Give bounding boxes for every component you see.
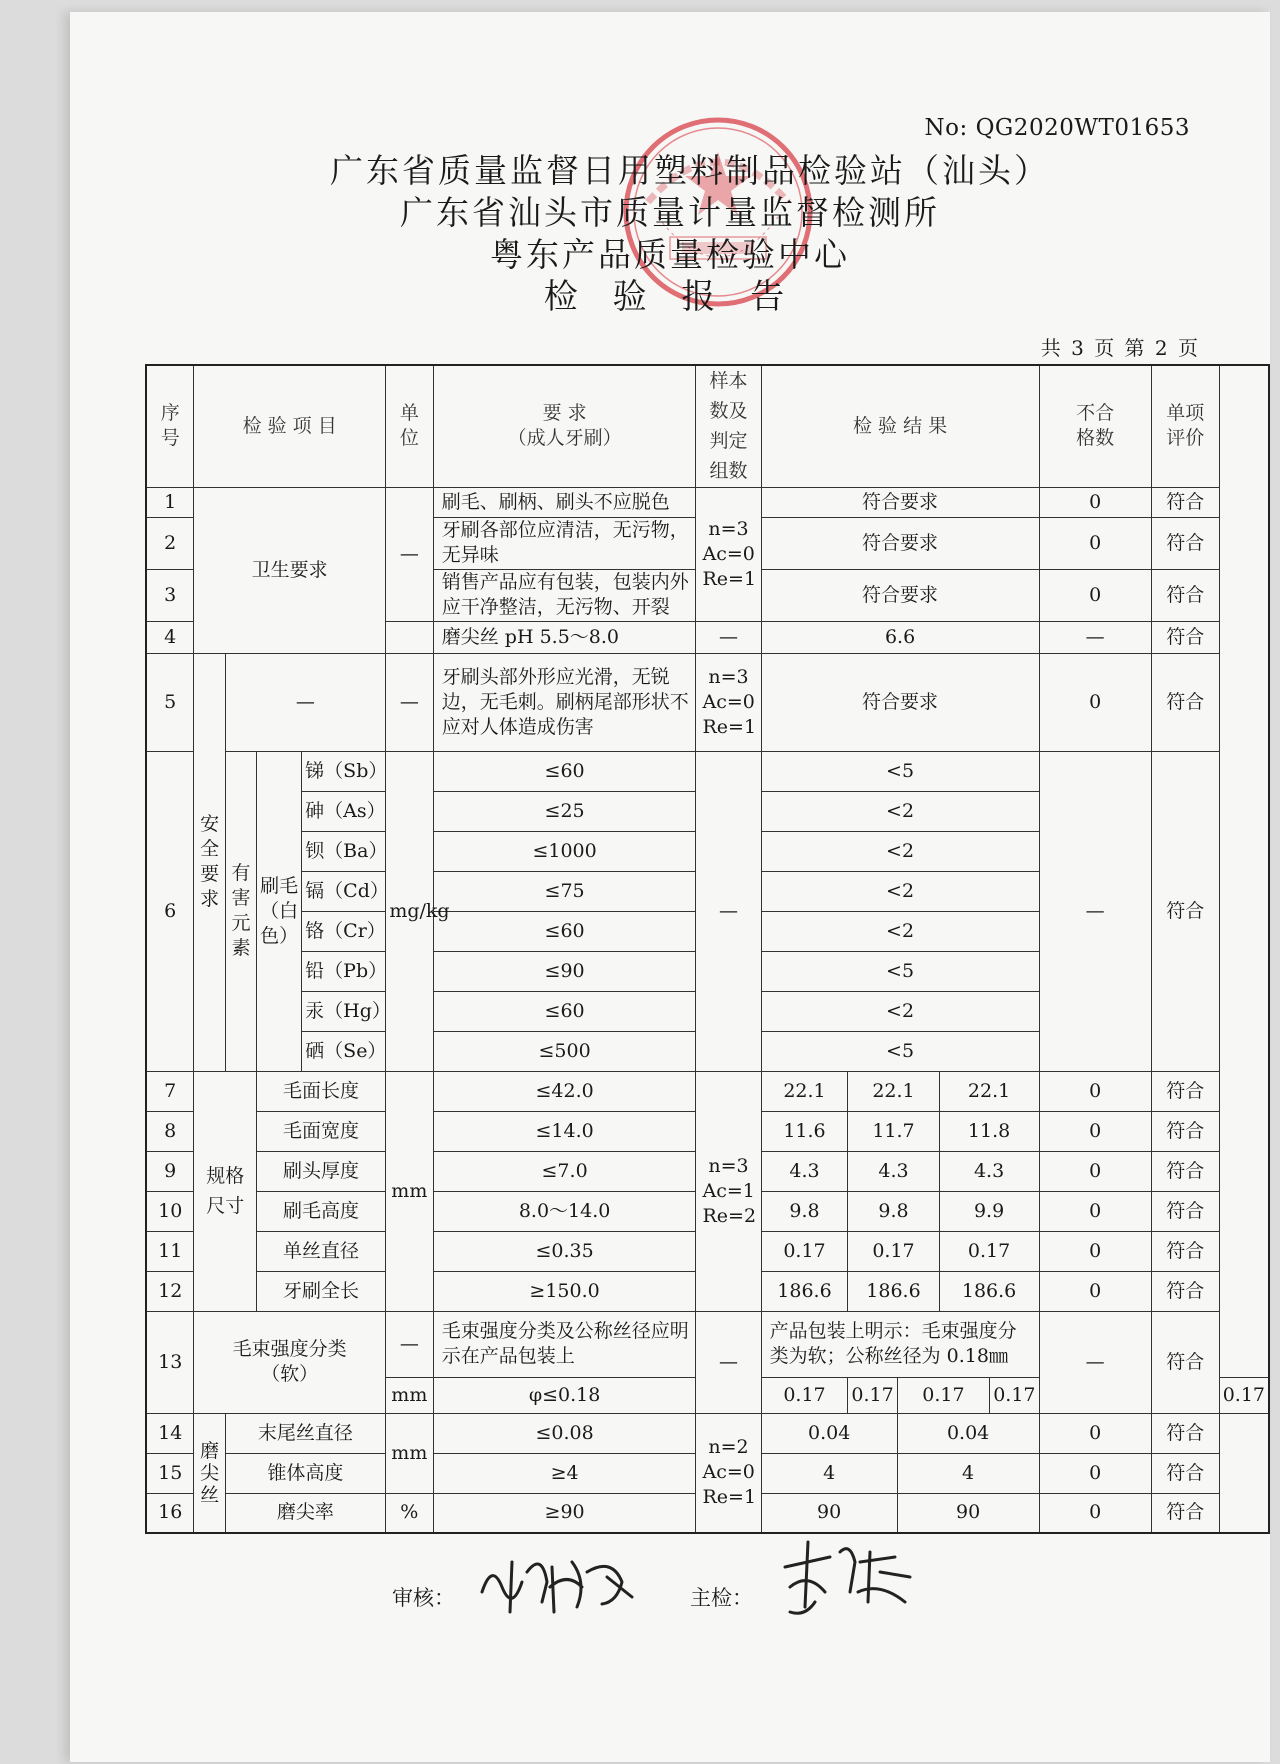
row-unit: — [385,653,433,751]
row13-result-b: 0.17 [848,1377,897,1413]
row-fail: 0 [1039,1191,1151,1231]
row13-result-b: 0.17 [761,1377,848,1413]
row-eval: 符合 [1151,1453,1219,1493]
row-fail: 0 [1039,1111,1151,1151]
table-row [146,751,1269,791]
table-header-row [146,365,1269,487]
inspector-signature-icon [770,1532,920,1622]
element-req: ≤60 [433,911,696,951]
title-report: 检 验 报 告 [543,277,797,317]
header-sample-text: 样本数及判定组数 [709,370,748,483]
taper-sample [696,1413,761,1533]
row13-result-a: 产品包装上明示：毛束强度分类为软；公称丝径为 0.18㎜ [761,1311,1039,1377]
row-item: 刷头厚度 [257,1151,386,1191]
row-result: 符合要求 [761,569,1039,621]
row-no: 2 [146,517,194,569]
row-fail: 0 [1039,517,1151,569]
inspection-table-wrap [145,364,1270,1534]
table-row [146,653,1269,751]
row-result: 6.6 [761,621,1039,653]
hygiene-unit: — [385,487,433,621]
row6-sample: — [696,751,761,1071]
row-no: 3 [146,569,194,621]
row-eval: 符合 [1151,1493,1219,1533]
result-1: 9.8 [761,1191,848,1231]
header-seq [146,365,194,487]
row13-result-b: 0.17 [897,1377,990,1413]
row6-unit-text: mg/kg [389,899,450,922]
row6-sub2-text: 刷毛（白色） [260,874,299,947]
row-no: 8 [146,1111,194,1151]
row-fail: 0 [1039,1413,1151,1453]
document-number [925,115,1190,141]
spec-sample-text: n=3 Ac=1 Re=2 [702,1154,757,1227]
result-2: 0.17 [848,1231,939,1271]
row-eval: 符合 [1151,1071,1219,1111]
row-no: 9 [146,1151,194,1191]
header-eval-text: 单项评价 [1166,402,1205,450]
header-unit [385,365,433,487]
row13-eval: 符合 [1151,1311,1219,1413]
hygiene-group: 卫生要求 [194,487,385,653]
row-fail: 0 [1039,1271,1151,1311]
result-2: 22.1 [848,1071,939,1111]
result-3: 11.8 [939,1111,1039,1151]
report-page [70,12,1270,1762]
result-3: 22.1 [939,1071,1039,1111]
result-1: 90 [761,1493,897,1533]
table-row [146,1413,1269,1453]
result-1: 186.6 [761,1271,848,1311]
row-item: 末尾丝直径 [225,1413,385,1453]
result-1: 4.3 [761,1151,848,1191]
result-1: 0.04 [761,1413,897,1453]
row-fail: — [1039,621,1151,653]
element-name: 硒（Se） [302,1031,386,1071]
result-2: 90 [897,1493,1039,1533]
row-item: 刷毛高度 [257,1191,386,1231]
element-name: 铅（Pb） [302,951,386,991]
row13-req-a: 毛束强度分类及公称丝径应明示在产品包装上 [433,1311,696,1377]
element-req: ≤500 [433,1031,696,1071]
report-titles [70,150,1270,318]
row13-req-b: φ≤0.18 [433,1377,696,1413]
row-req: 牙刷头部外形应光滑，无锐边，无毛刺。刷柄尾部形状不应对人体造成伤害 [433,653,696,751]
spec-group-text: 规格尺寸 [206,1165,245,1217]
spec-sample [696,1071,761,1311]
row-sample: — [696,621,761,653]
row-fail: 0 [1039,1151,1151,1191]
row-req: ≥4 [433,1453,696,1493]
row-no: 13 [146,1311,194,1413]
row-no: 6 [146,751,194,1071]
title-station: 广东省质量监督日用塑料制品检验站（汕头） [330,151,1050,190]
header-fail-text: 不合格数 [1076,402,1115,450]
row-eval: 符合 [1151,487,1219,517]
row13-item [194,1311,385,1413]
element-name: 钡（Ba） [302,831,386,871]
hygiene-sample-text: n=3 Ac=0 Re=1 [702,517,757,590]
row-fail: 0 [1039,653,1151,751]
result-3: 186.6 [939,1271,1039,1311]
table-row [146,1071,1269,1111]
row-item: 毛面宽度 [257,1111,386,1151]
header-req-sub: （成人牙刷） [507,427,622,450]
row-req: ≤0.08 [433,1413,696,1453]
row-item: 毛面长度 [257,1071,386,1111]
row-result: 符合要求 [761,517,1039,569]
doc-no-value: QG2020WT01653 [975,115,1190,141]
element-name: 汞（Hg） [302,991,386,1031]
element-req: ≤25 [433,791,696,831]
row-fail: 0 [1039,1231,1151,1271]
row-req: ≥90 [433,1493,696,1533]
header-eval [1151,365,1219,487]
row-req: ≤7.0 [433,1151,696,1191]
element-result: <2 [761,871,1039,911]
row-req: 销售产品应有包装，包装内外应干净整洁，无污物、开裂 [433,569,696,621]
result-2: 4 [897,1453,1039,1493]
result-1: 0.17 [761,1231,848,1271]
row-req: 磨尖丝 pH 5.5～8.0 [433,621,696,653]
row-eval: 符合 [1151,1271,1219,1311]
element-result: <2 [761,991,1039,1031]
header-result: 检 验 结 果 [761,365,1039,487]
row-eval: 符合 [1151,1191,1219,1231]
row-req: 8.0～14.0 [433,1191,696,1231]
row13-result-b: 0.17 [990,1377,1039,1413]
row6-unit [385,751,450,1071]
row-fail: 0 [1039,569,1151,621]
row-item: 单丝直径 [257,1231,386,1271]
row-req: ≤14.0 [433,1111,696,1151]
header-item: 检 验 项 目 [194,365,385,487]
header-unit-text: 单位 [399,402,419,450]
reviewer-label: 审核： [392,1586,455,1610]
table-row [146,1311,1269,1377]
element-name: 铬（Cr） [302,911,386,951]
row-no: 7 [146,1071,194,1111]
row-eval: 符合 [1151,517,1219,569]
row13-fail: — [1039,1311,1151,1413]
row-req: 刷毛、刷柄、刷头不应脱色 [433,487,696,517]
row13-result-b: 0.17 [1219,1377,1269,1413]
taper-group [194,1413,225,1533]
row-no: 10 [146,1191,194,1231]
table-row [146,487,1269,517]
row-eval: 符合 [1151,1111,1219,1151]
row-req: ≥150.0 [433,1271,696,1311]
result-2: 186.6 [848,1271,939,1311]
header-req-text: 要 求 [542,402,587,425]
inspector-label: 主检： [690,1586,753,1610]
element-req: ≤60 [433,991,696,1031]
row-result: 符合要求 [761,653,1039,751]
result-3: 0.17 [939,1231,1039,1271]
row-eval: 符合 [1151,1151,1219,1191]
row6-sub2 [257,751,302,1071]
doc-no-label: No: [924,115,968,141]
element-req: ≤60 [433,751,696,791]
header-seq-text: 序号 [160,402,180,450]
safety-group-text: 安全要求 [200,813,220,910]
hygiene-sample [696,487,761,621]
row-eval: 符合 [1151,1413,1219,1453]
element-result: <5 [761,751,1039,791]
row-req: 牙刷各部位应清洁，无污物，无异味 [433,517,696,569]
row13-unit-b: mm [385,1377,433,1413]
taper-unit: mm [385,1413,433,1493]
result-2: 4.3 [848,1151,939,1191]
row6-sub1 [225,751,256,1071]
safety-group [194,653,225,1071]
result-1: 4 [761,1453,897,1493]
row6-eval: 符合 [1151,751,1219,1071]
row-fail: 0 [1039,1071,1151,1111]
row-eval: 符合 [1151,653,1219,751]
result-3: 9.9 [939,1191,1039,1231]
title-center: 粤东产品质量检验中心 [490,235,850,274]
row-eval: 符合 [1151,1231,1219,1271]
element-result: <2 [761,831,1039,871]
row-item: 牙刷全长 [257,1271,386,1311]
row-req: ≤42.0 [433,1071,696,1111]
element-result: <5 [761,951,1039,991]
row-fail: 0 [1039,487,1151,517]
row-item: — [225,653,385,751]
element-name: 镉（Cd） [302,871,386,911]
row-no: 11 [146,1231,194,1271]
row-no: 14 [146,1413,194,1453]
result-2: 11.7 [848,1111,939,1151]
element-req: ≤75 [433,871,696,911]
element-result: <2 [761,791,1039,831]
element-name: 砷（As） [302,791,386,831]
element-req: ≤90 [433,951,696,991]
row-no: 4 [146,621,194,653]
reviewer-signature-icon [472,1542,652,1622]
row-req: ≤0.35 [433,1231,696,1271]
row13-unit-a: — [385,1311,433,1377]
taper-group-text: 磨尖丝 [200,1439,220,1506]
row-no: 5 [146,653,194,751]
row-no: 15 [146,1453,194,1493]
row6-sub1-text: 有害元素 [231,862,251,959]
row-no: 12 [146,1271,194,1311]
title-institute: 广东省汕头市质量计量监督检测所 [400,193,940,232]
result-2: 0.04 [897,1413,1039,1453]
row-eval: 符合 [1151,569,1219,621]
spec-unit: mm [385,1071,433,1311]
row13-item-sub: （软） [261,1363,319,1385]
header-fail [1039,365,1151,487]
row-sample [696,653,761,751]
row-unit: % [385,1493,433,1533]
row-fail: 0 [1039,1493,1151,1533]
element-result: <2 [761,911,1039,951]
page-counter: 共 3 页 第 2 页 [1040,336,1200,360]
header-sample [696,365,761,487]
row13-item-text: 毛束强度分类 [232,1338,347,1360]
spec-group [194,1071,257,1311]
row-sample-text: n=3 Ac=0 Re=1 [702,665,757,738]
row6-fail: — [1039,751,1151,1071]
row-fail: 0 [1039,1453,1151,1493]
row13-sample: — [696,1311,761,1413]
element-req: ≤1000 [433,831,696,871]
result-2: 9.8 [848,1191,939,1231]
element-name: 锑（Sb） [302,751,386,791]
result-3: 4.3 [939,1151,1039,1191]
row-eval: 符合 [1151,621,1219,653]
result-1: 11.6 [761,1111,848,1151]
row-no: 1 [146,487,194,517]
inspection-table [145,364,1270,1534]
row-no: 16 [146,1493,194,1533]
row-item: 磨尖率 [225,1493,385,1533]
row-result: 符合要求 [761,487,1039,517]
result-1: 22.1 [761,1071,848,1111]
header-req [433,365,696,487]
row-item: 锥体高度 [225,1453,385,1493]
row-unit-empty [385,621,433,653]
element-result: <5 [761,1031,1039,1071]
taper-sample-text: n=2 Ac=0 Re=1 [702,1436,757,1509]
